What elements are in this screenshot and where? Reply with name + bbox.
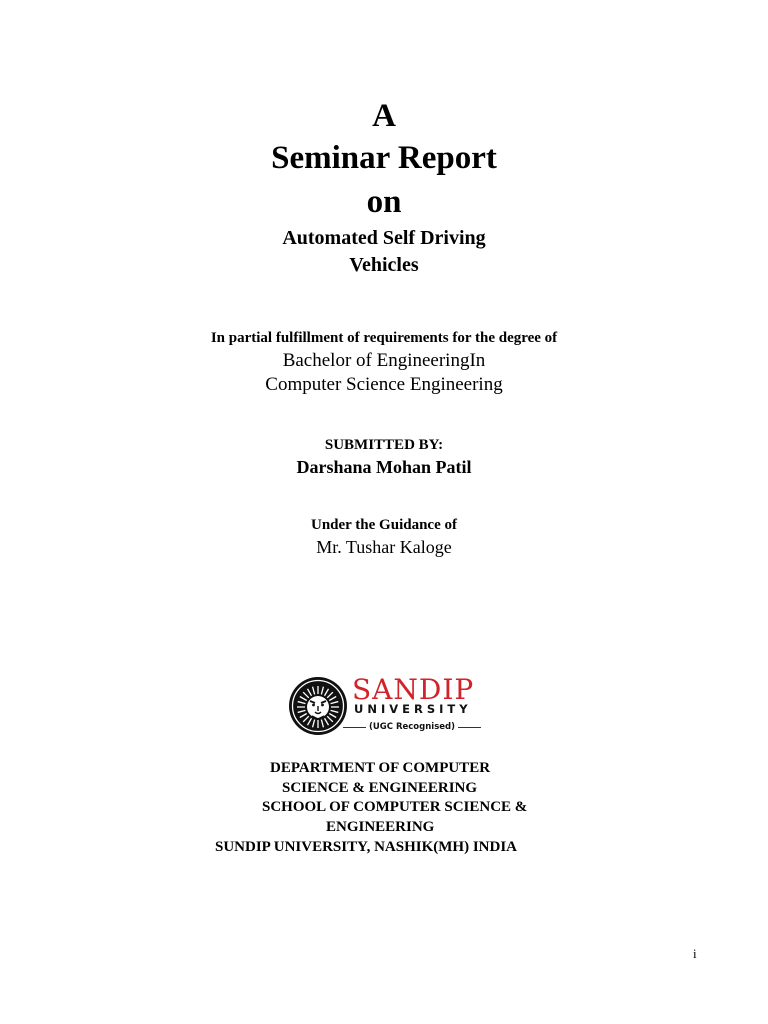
logo-subtitle: UNIVERSITY: [354, 702, 472, 716]
student-name: Darshana Mohan Patil: [296, 457, 472, 477]
title-article: A: [372, 98, 396, 134]
report-title: Seminar Report: [271, 140, 497, 176]
address-line-2: SCIENCE & ENGINEERING: [282, 780, 478, 796]
lion-seal-icon: [288, 676, 348, 736]
divider: [458, 727, 481, 728]
address-line-4: ENGINEERING: [326, 819, 435, 835]
logo-wordmark: SANDIP: [352, 673, 475, 706]
fulfillment-statement: In partial fulfillment of requirements for the degree of: [210, 330, 558, 346]
address-line-1: DEPARTMENT OF COMPUTER: [270, 760, 491, 776]
submitted-by-label: SUBMITTED BY:: [324, 437, 444, 453]
address-line-3: SCHOOL OF COMPUTER SCIENCE &: [262, 799, 528, 815]
page-number: i: [693, 946, 697, 961]
topic-line-2: Vehicles: [349, 254, 419, 276]
address-line-5: SUNDIP UNIVERSITY, NASHIK(MH) INDIA: [215, 839, 517, 855]
title-preposition: on: [366, 184, 402, 220]
university-logo: [288, 674, 484, 740]
degree-name: Bachelor of EngineeringIn: [282, 350, 486, 371]
topic-line-1: Automated Self Driving: [282, 227, 486, 249]
ugc-text: (UGC Recognised): [369, 722, 455, 732]
guide-name: Mr. Tushar Kaloge: [316, 537, 452, 557]
branch-name: Computer Science Engineering: [265, 374, 503, 395]
divider: [343, 727, 366, 728]
guidance-label: Under the Guidance of: [311, 517, 457, 533]
logo-recognition: [340, 720, 484, 734]
